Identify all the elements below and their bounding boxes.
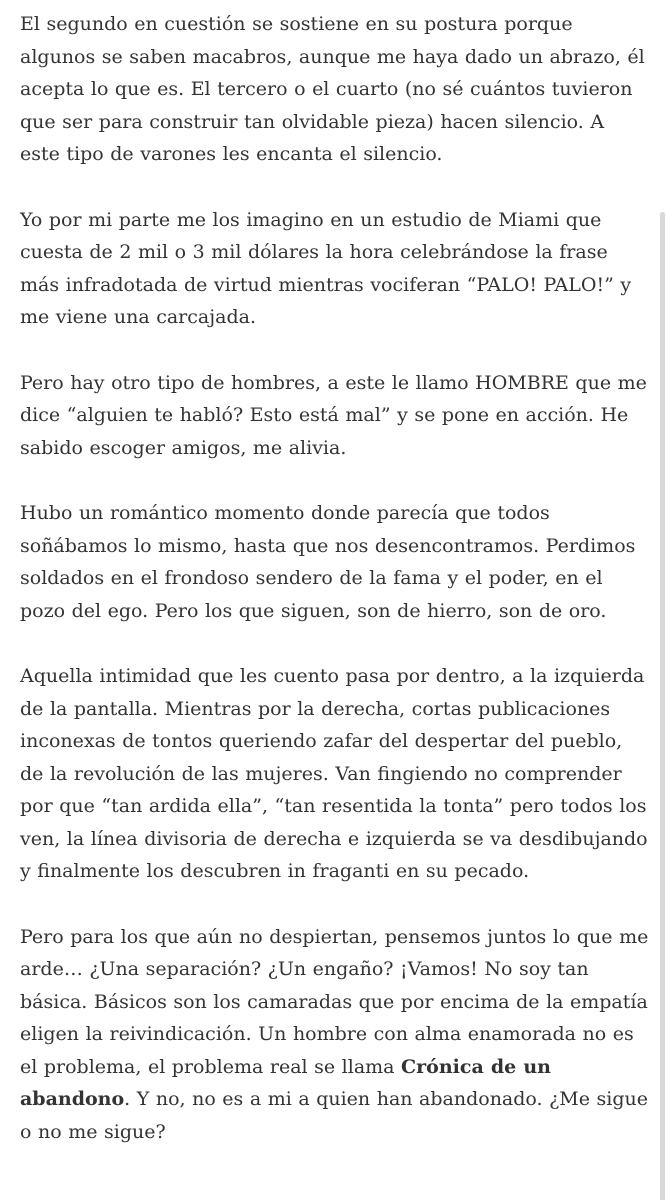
article-paragraph-2: Yo por mi parte me los imagino en un estudio de Miami que cuesta de 2 mil o 3 mil dólares la hora celebrándose la frase más infradotada de virtud mientras vociferan “PALO! PALO!” y me viene una carcajada.	[20, 208, 632, 328]
book-title-emphasis: Crónica de un abandono	[20, 1055, 551, 1110]
article-paragraph-3: Pero hay otro tipo de hombres, a este le llamo HOMBRE que me dice “alguien te habló? Esto está mal” y se pone en acción. He sabido escoger amigos, me alivia.	[20, 371, 647, 459]
vertical-scrollbar[interactable]	[660, 212, 665, 1200]
paragraph-6-text-before: Pero para los que aún no despiertan, pensemos juntos lo que me arde… ¿Una separación? ¿Un engaño? ¡Vamos! No soy tan básica. Básicos son los camaradas que por encima de la empatía eligen la reivindicación. Un hombre con alma enamorada no es el problema, el problema real se llama	[20, 925, 649, 1078]
article-paragraph-5: Aquella intimidad que les cuento pasa por dentro, a la izquierda de la pantalla. Mientras por la derecha, cortas publicaciones inconexas de tontos queriendo zafar del despertar del pueblo, de la revolución de las mujeres. Van fingiendo no comprender por que “tan ardida ella”, “tan resentida la tonta” pero todos los ven, la línea divisoria de derecha e izquierda se va desdibujando y finalmente los descubren in fraganti en su pecado.	[20, 665, 648, 882]
article-body	[20, 8, 650, 1148]
article-paragraph-6	[20, 921, 650, 1149]
article-paragraph-1: El segundo en cuestión se sostiene en su postura porque algunos se saben macabros, aunque me haya dado un abrazo, él acepta lo que es. El tercero o el cuarto (no sé cuántos tuvieron que ser para construir tan olvidable pieza) hacen silencio. A este tipo de varones les encanta el silencio.	[20, 13, 645, 165]
article-paragraph-4: Hubo un romántico momento donde parecía que todos soñábamos lo mismo, hasta que nos desencontramos. Perdimos soldados en el frondoso sendero de la fama y el poder, en el pozo del ego. Pero los que siguen, son de hierro, son de oro.	[20, 502, 636, 622]
paragraph-6-text-after: . Y no, no es a mi a quien han abandonado. ¿Me sigue o no me sigue?	[20, 1088, 649, 1143]
